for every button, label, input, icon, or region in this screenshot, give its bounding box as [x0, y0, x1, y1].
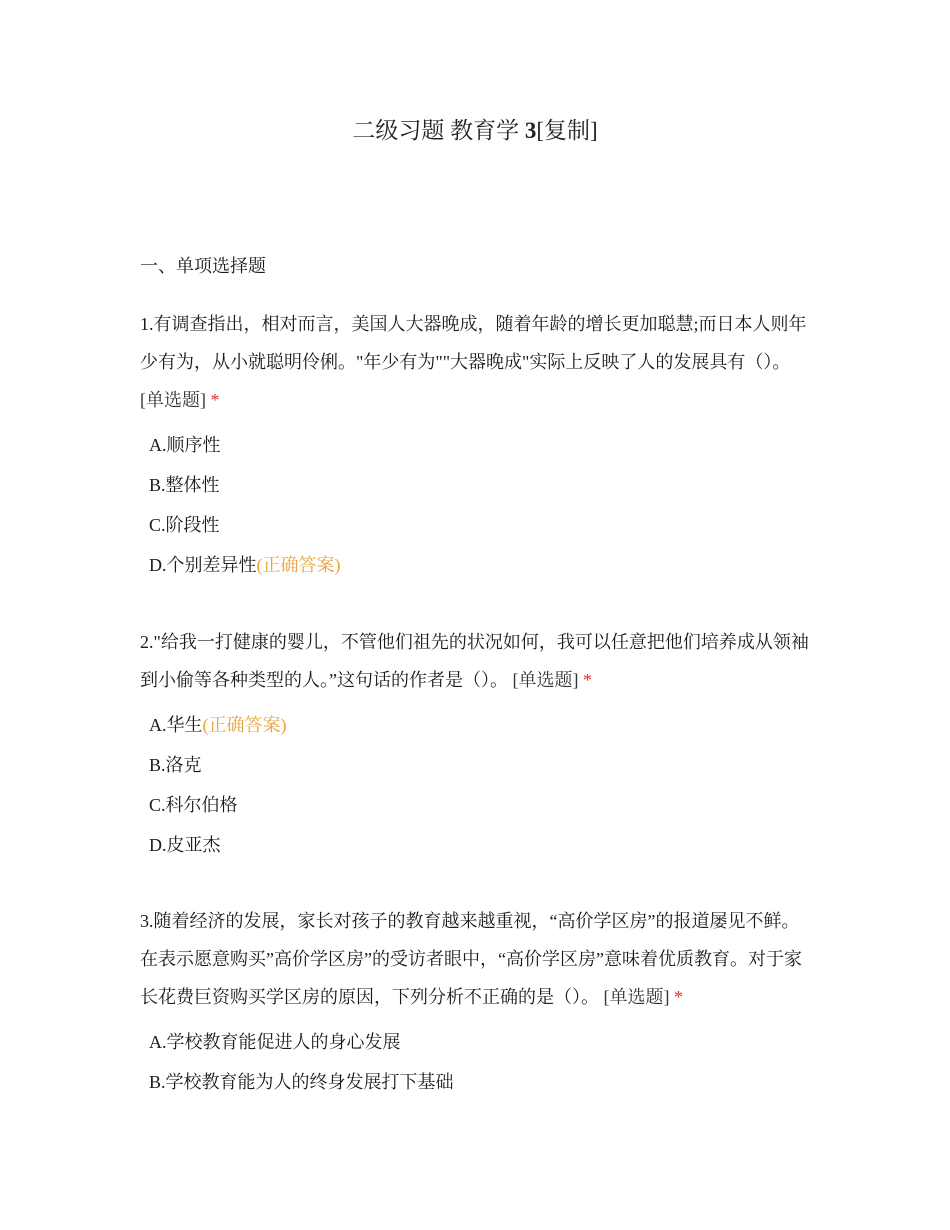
- option-item[interactable]: [149, 785, 287, 825]
- option-text: D.个别差异性: [149, 555, 257, 575]
- question-text: "给我一打健康的婴儿，不管他们祖先的状况如何，我可以任意把他们培养成从领袖到小偷等各种类型的人。”这句话的作者是（）。: [140, 632, 809, 690]
- correct-answer-tag: (正确答案): [202, 715, 287, 735]
- question-type-label: [单选题]: [512, 670, 579, 690]
- question-3: [140, 902, 810, 1016]
- page-title-suffix: [复制]: [536, 118, 598, 143]
- question-number: 3.: [140, 911, 154, 931]
- option-text: A.学校教育能促进人的身心发展: [149, 1032, 401, 1052]
- section-heading: 一、单项选择题: [140, 256, 266, 276]
- required-mark: *: [210, 390, 220, 410]
- option-item[interactable]: [149, 1062, 454, 1102]
- required-mark: *: [674, 987, 683, 1007]
- page-title: [0, 112, 950, 145]
- options-list-3: [149, 1022, 454, 1102]
- option-text: C.科尔伯格: [149, 795, 238, 815]
- option-text: B.学校教育能为人的终身发展打下基础: [149, 1072, 454, 1092]
- option-item[interactable]: [149, 745, 287, 785]
- question-number: 2.: [140, 632, 154, 652]
- question-type-label: [单选题]: [140, 390, 206, 410]
- question-text: 随着经济的发展，家长对孩子的教育越来越重视，“高价学区房”的报道屡见不鲜。在表示愿意购买”高价学区房”的受访者眼中，“高价学区房”意味着优质教育。对于家长花费巨资购买学区房的原因，下列分析不正确的是（）。: [140, 911, 802, 1007]
- question-type-label: [单选题]: [603, 987, 670, 1007]
- options-list-1: [149, 425, 341, 585]
- option-item[interactable]: [149, 545, 341, 585]
- option-item[interactable]: [149, 505, 341, 545]
- question-text: 有调查指出，相对而言，美国人大器晚成，随着年龄的增长更加聪慧;而日本人则年少有为，从小就聪明伶俐。"年少有为""大器晚成"实际上反映了人的发展具有（）。: [140, 314, 807, 372]
- options-list-2: [149, 705, 287, 865]
- question-number: 1.: [140, 314, 154, 334]
- option-text: C.阶段性: [149, 515, 220, 535]
- option-item[interactable]: [149, 425, 341, 465]
- option-text: A.华生: [149, 715, 203, 735]
- option-item[interactable]: [149, 465, 341, 505]
- correct-answer-tag: (正确答案): [256, 555, 341, 575]
- page-title-text: 二级习题 教育学: [352, 118, 525, 143]
- option-item[interactable]: [149, 1022, 454, 1062]
- question-1: [140, 305, 810, 419]
- option-item[interactable]: [149, 705, 287, 745]
- option-text: B.洛克: [149, 755, 202, 775]
- option-text: A.顺序性: [149, 435, 221, 455]
- question-2: [140, 623, 810, 699]
- option-text: D.皮亚杰: [149, 835, 221, 855]
- required-mark: *: [583, 670, 592, 690]
- page-title-number: 3: [524, 118, 537, 143]
- option-item[interactable]: [149, 825, 287, 865]
- option-text: B.整体性: [149, 475, 220, 495]
